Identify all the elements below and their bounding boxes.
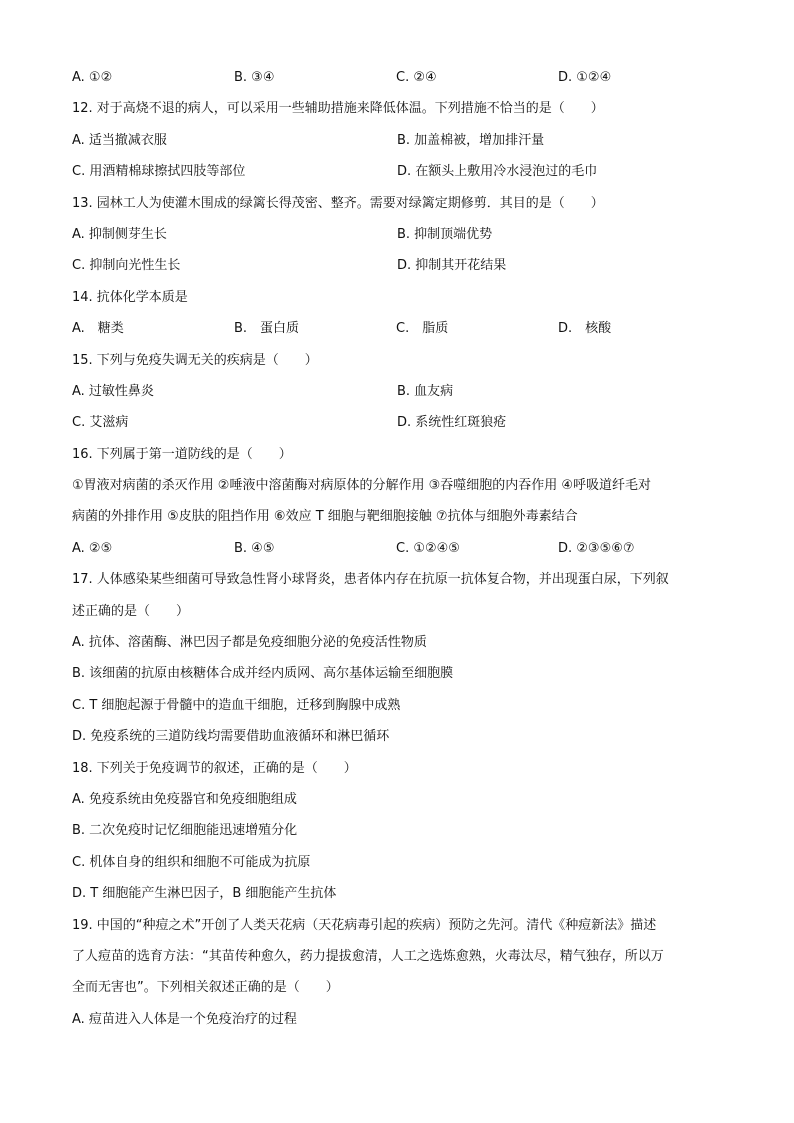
q12-option-c[interactable]: C. 用酒精棉球擦拭四肢等部位 — [72, 164, 246, 180]
q11-option-a[interactable]: A. ①② — [72, 70, 113, 85]
q14-option-d[interactable]: D. 核酸 — [558, 321, 612, 337]
q14-option-b[interactable]: B. 蛋白质 — [234, 321, 300, 337]
q12-option-b[interactable]: B. 加盖棉被，增加排汗量 — [397, 132, 545, 148]
q16-option-d[interactable]: D. ②③⑤⑥⑦ — [558, 540, 635, 556]
q14-option-c[interactable]: C. 脂质 — [396, 321, 449, 337]
q12-options-row2 — [72, 156, 732, 187]
q16-option-c[interactable]: C. ①②④⑤ — [396, 540, 460, 556]
q13-options-row2 — [72, 250, 732, 281]
q15-option-a[interactable]: A. 过敏性鼻炎 — [72, 383, 154, 399]
q17-stem-line1: 17. 人体感染某些细菌可导致急性肾小球肾炎，患者体内存在抗原一抗体复合物，并出现蛋白尿，下列叙 — [72, 572, 669, 588]
q17-option-d[interactable]: D. 免疫系统的三道防线均需要借助血液循环和淋巴循环 — [72, 729, 390, 745]
q14-options — [72, 313, 732, 344]
q18-option-a[interactable]: A. 免疫系统由免疫器官和免疫细胞组成 — [72, 791, 297, 807]
q15-stem: 15. 下列与免疫失调无关的疾病是（ ） — [72, 352, 318, 368]
q11-options — [72, 62, 732, 93]
q14-stem: 14. 抗体化学本质是 — [72, 289, 188, 305]
q19-stem-line1: 19. 中国的“种痘之术”开创了人类天花病（天花病毒引起的疾病）预防之先河。清代《种痘新法》描述 — [72, 917, 657, 933]
q15-option-c[interactable]: C. 艾滋病 — [72, 415, 129, 431]
q12-option-d[interactable]: D. 在额头上敷用冷水浸泡过的毛巾 — [397, 164, 598, 180]
q15-option-d[interactable]: D. 系统性红斑狼疮 — [397, 415, 507, 431]
q18-option-b[interactable]: B. 二次免疫时记忆细胞能迅速增殖分化 — [72, 823, 298, 839]
q16-option-a[interactable]: A. ②⑤ — [72, 540, 113, 556]
q17-option-c[interactable]: C. T 细胞起源于骨髓中的造血干细胞，迁移到胸腺中成熟 — [72, 697, 401, 713]
q16-body-line2: 病菌的外排作用 ⑤皮肤的阻挡作用 ⑥效应 T 细胞与靶细胞接触 ⑦抗体与细胞外毒素结合 — [72, 509, 578, 525]
q15-options-row2 — [72, 407, 732, 438]
q13-option-b[interactable]: B. 抑制顶端优势 — [397, 226, 493, 242]
q11-option-d[interactable]: D. ①②④ — [558, 70, 612, 85]
q12-option-a[interactable]: A. 适当撤减衣服 — [72, 132, 167, 148]
q19-stem-line2: 了人痘苗的选育方法：“其苗传种愈久，药力提拔愈清，人工之选炼愈熟，火毒汰尽，精气独存，所以万 — [72, 948, 664, 964]
q16-option-b[interactable]: B. ④⑤ — [234, 540, 275, 556]
q17-stem-line2: 述正确的是（ ） — [72, 603, 190, 619]
q16-stem: 16. 下列属于第一道防线的是（ ） — [72, 446, 292, 462]
q13-options-row1 — [72, 219, 732, 250]
q14-option-a[interactable]: A. 糖类 — [72, 321, 124, 337]
q17-option-b[interactable]: B. 该细菌的抗原由核糖体合成并经内质网、高尔基体运输至细胞膜 — [72, 666, 454, 682]
q12-options-row1 — [72, 125, 732, 156]
q17-option-a[interactable]: A. 抗体、溶菌酶、淋巴因子都是免疫细胞分泌的免疫活性物质 — [72, 635, 427, 651]
q15-options-row1 — [72, 376, 732, 407]
q18-option-d[interactable]: D. T 细胞能产生淋巴因子，B 细胞能产生抗体 — [72, 886, 337, 902]
q13-option-a[interactable]: A. 抑制侧芽生长 — [72, 226, 167, 242]
q13-option-c[interactable]: C. 抑制向光性生长 — [72, 258, 181, 274]
q18-option-c[interactable]: C. 机体自身的组织和细胞不可能成为抗原 — [72, 854, 311, 870]
q12-stem: 12. 对于高烧不退的病人，可以采用一些辅助措施来降低体温。下列措施不恰当的是（ ） — [72, 101, 604, 117]
q16-options — [72, 533, 732, 564]
q11-option-c[interactable]: C. ②④ — [396, 70, 437, 85]
q19-stem-line3: 全而无害也”。下列相关叙述正确的是（ ） — [72, 980, 339, 996]
q13-stem: 13. 园林工人为使灌木围成的绿篱长得茂密、整齐。需要对绿篱定期修剪．其目的是（ ） — [72, 195, 604, 211]
q18-stem: 18. 下列关于免疫调节的叙述，正确的是（ ） — [72, 760, 357, 776]
q19-option-a[interactable]: A. 痘苗进入人体是一个免疫治疗的过程 — [72, 1011, 297, 1027]
q16-body-line1: ①胃液对病菌的杀灭作用 ②唾液中溶菌酶对病原体的分解作用 ③吞噬细胞的内吞作用 ④呼吸道纤毛对 — [72, 478, 652, 494]
exam-page — [72, 62, 732, 1035]
q11-option-b[interactable]: B. ③④ — [234, 70, 275, 85]
q13-option-d[interactable]: D. 抑制其开花结果 — [397, 258, 507, 274]
q15-option-b[interactable]: B. 血友病 — [397, 383, 454, 399]
